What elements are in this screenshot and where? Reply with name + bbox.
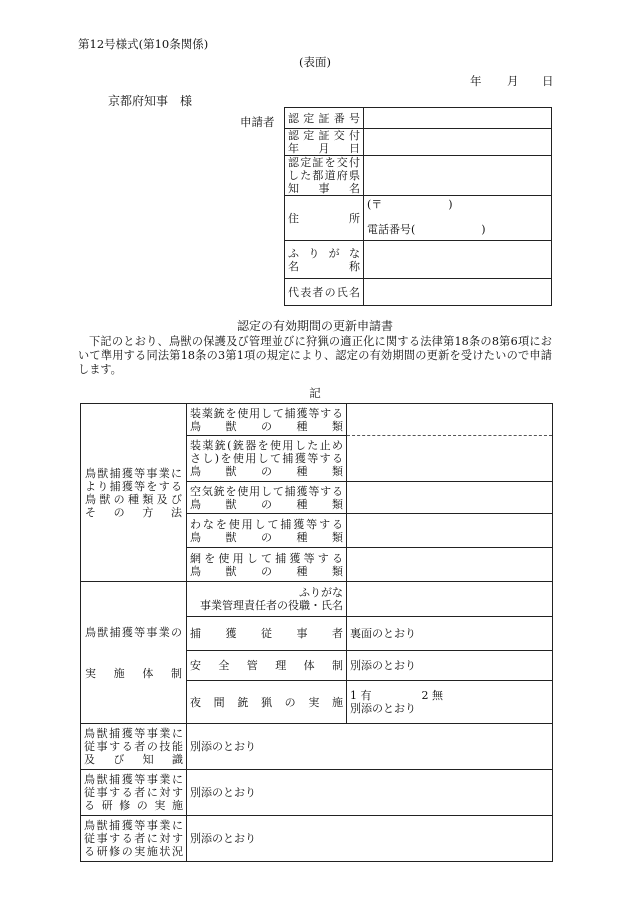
manager-field[interactable] <box>347 582 553 617</box>
species-row-2-field[interactable] <box>347 436 553 482</box>
representative-field[interactable] <box>364 279 552 306</box>
applicant-label: 申請者 <box>240 115 275 129</box>
date-month: 月 <box>507 74 519 88</box>
species-row-5-field[interactable] <box>347 548 553 582</box>
cert-number-field[interactable] <box>364 108 552 129</box>
applicant-table <box>284 107 552 306</box>
document-title: 認定の有効期間の更新申請書 <box>236 319 393 333</box>
representative-label: 代表者の氏名 <box>285 279 364 306</box>
night-option-no[interactable]: 2 無 <box>421 689 443 702</box>
species-row-1-field[interactable] <box>347 404 553 436</box>
night-option-yes[interactable]: 1 有 <box>350 689 372 702</box>
night-hunting-label: 夜間銃猟の実施 <box>187 681 347 724</box>
species-row-4-field[interactable] <box>347 514 553 548</box>
cert-prefecture-field[interactable] <box>364 156 552 196</box>
skills-value: 別添のとおり <box>187 724 553 770</box>
name-field[interactable] <box>364 241 552 279</box>
cert-issue-date-label: 認定証交付 年 月 日 <box>285 129 364 156</box>
training-status-value: 別添のとおり <box>187 816 553 862</box>
phone-number: 電話番号( ) <box>367 223 486 236</box>
addressee: 京都府知事 様 <box>108 94 193 108</box>
species-row-2-label: 装薬銃(銃器を使用した止め さし)を使用して捕獲等する 鳥 獣 の 種 類 <box>187 436 347 482</box>
side-label: (表面) <box>299 55 331 69</box>
ki-label: 記 <box>309 386 321 400</box>
species-label: 鳥獣捕獲等事業に より捕獲等をする 鳥獣の種類及び その方法 <box>81 404 187 582</box>
system-label: 鳥獣捕獲等事業の 実施体制 <box>81 582 187 724</box>
species-row-5-label: 網を使用して捕獲等する 鳥 獣 の 種 類 <box>187 548 347 582</box>
species-row-4-label: わなを使用して捕獲等する 鳥 獣 の 種 類 <box>187 514 347 548</box>
postal-code: (〒 ) <box>367 198 453 211</box>
training-label: 鳥獣捕獲等事業に 従事する者に対す る研修の実施 <box>81 770 187 816</box>
safety-value: 別添のとおり <box>347 651 553 681</box>
form-id: 第12号様式(第10条関係) <box>78 37 209 51</box>
species-row-1-label: 装薬銃を使用して捕獲等する 鳥 獣 の 種 類 <box>187 404 347 436</box>
capturer-label: 捕獲従事者 <box>187 617 347 651</box>
training-value: 別添のとおり <box>187 770 553 816</box>
safety-label: 安全管理体制 <box>187 651 347 681</box>
cert-issue-date-field[interactable] <box>364 129 552 156</box>
capturer-value: 裏面のとおり <box>347 617 553 651</box>
skills-label: 鳥獣捕獲等事業に 従事する者の技能 及び知識 <box>81 724 187 770</box>
cert-number-label: 認定証番号 <box>285 108 364 129</box>
manager-label: ふりがな 事業管理責任者の役職・氏名 <box>187 582 347 617</box>
species-row-3-label: 空気銃を使用して捕獲等する 鳥 獣 の 種 類 <box>187 482 347 514</box>
night-hunting-value <box>347 681 553 724</box>
main-table <box>80 403 553 862</box>
species-row-3-field[interactable] <box>347 482 553 514</box>
date-year: 年 <box>470 74 482 88</box>
cert-prefecture-label: 認定証を交付 した都道府県 知 事 名 <box>285 156 364 196</box>
night-attached: 別添のとおり <box>350 702 416 715</box>
body-text: 下記のとおり、鳥獣の保護及び管理並びに狩猟の適正化に関する法律第18条の8第6項において準用する同法第18条の3第1項の規定により、認定の有効期間の更新を受けたいので申請します。 <box>78 335 552 376</box>
date-day: 日 <box>542 74 554 88</box>
name-label: ふりがな 名 称 <box>285 241 364 279</box>
training-status-label: 鳥獣捕獲等事業に 従事する者に対す る研修の実施状況 <box>81 816 187 862</box>
address-label: 住 所 <box>285 196 364 241</box>
address-field[interactable] <box>364 196 552 241</box>
